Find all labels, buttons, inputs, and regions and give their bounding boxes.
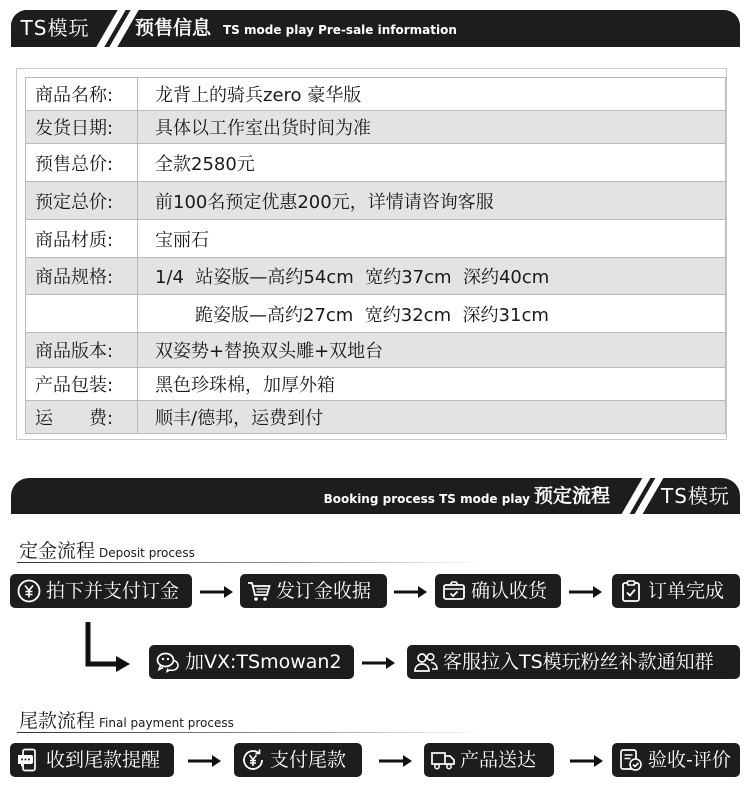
final-title-en: Final payment process [99, 716, 234, 730]
table-row [26, 78, 726, 111]
step-label: 确认收货 [471, 580, 548, 602]
step-label: 拍下并支付订金 [46, 580, 180, 602]
final-title-cn: 尾款流程 [19, 710, 96, 732]
table-row [26, 295, 726, 333]
row-key: 商品版本: [26, 333, 138, 368]
row-value: 前100名预定优惠200元，详情请咨询客服 [138, 182, 726, 220]
table-row [26, 220, 726, 258]
arrow-right-icon [569, 585, 603, 599]
deposit-title-cn: 定金流程 [19, 540, 96, 562]
row-key: 预售总价: [26, 144, 138, 182]
step-pay-final [234, 743, 362, 777]
step-join-fan-group [407, 645, 740, 679]
row-value: 龙背上的骑兵zero 豪华版 [138, 78, 726, 111]
wechat-icon [156, 650, 180, 674]
shopping-cart-icon [247, 579, 271, 603]
table-row [26, 368, 726, 401]
phone-message-icon [17, 748, 41, 772]
step-order-complete [612, 574, 740, 608]
elbow-arrow-icon [82, 622, 132, 674]
deposit-section-title [19, 536, 195, 563]
row-value: 宝丽石 [138, 220, 726, 258]
step-label: 加VX:TSmowan2 [185, 651, 342, 673]
arrow-right-icon [570, 754, 604, 768]
step-inspect-review [612, 743, 740, 777]
deposit-title-en: Deposit process [99, 546, 195, 560]
row-value: 顺丰/德邦，运费到付 [138, 401, 726, 434]
step-product-delivered [424, 743, 554, 777]
arrow-right-icon [362, 656, 396, 670]
delivery-truck-icon [431, 748, 455, 772]
delivery-box-icon [442, 579, 466, 603]
presale-banner [11, 10, 740, 47]
presale-banner-brand: TS模玩 [11, 10, 99, 47]
row-key [26, 295, 138, 333]
row-key: 商品材质: [26, 220, 138, 258]
step-label: 验收-评价 [648, 749, 731, 771]
booking-banner-subtitle: Booking process TS mode play [323, 492, 530, 506]
row-key: 产品包装: [26, 368, 138, 401]
table-row [26, 258, 726, 295]
clipboard-check-icon [619, 579, 643, 603]
step-label: 支付尾款 [270, 749, 347, 771]
step-label: 客服拉入TS模玩粉丝补款通知群 [443, 651, 714, 673]
final-section-title [19, 706, 234, 733]
row-key: 商品名称: [26, 78, 138, 111]
row-value: 具体以工作室出货时间为准 [138, 111, 726, 144]
arrow-right-icon [200, 585, 234, 599]
table-row [26, 401, 726, 434]
row-key: 运 费: [26, 401, 138, 434]
section-divider [17, 562, 487, 563]
step-label: 产品送达 [460, 749, 537, 771]
table-row [26, 333, 726, 368]
row-key: 预定总价: [26, 182, 138, 220]
yen-coin-icon [17, 579, 41, 603]
booking-banner-title: 预定流程 [534, 485, 611, 507]
row-key: 发货日期: [26, 111, 138, 144]
booking-banner-brand: TS模玩 [661, 484, 730, 508]
step-pay-deposit [10, 574, 192, 608]
table-row [26, 111, 726, 144]
table-row [26, 144, 726, 182]
table-row [26, 182, 726, 220]
row-value: 全款2580元 [138, 144, 726, 182]
step-final-reminder [10, 743, 174, 777]
step-label: 发订金收据 [276, 580, 372, 602]
step-add-wechat [149, 645, 354, 679]
section-divider [17, 732, 487, 733]
presale-banner-subtitle: TS mode play Pre-sale information [223, 23, 457, 37]
booking-banner [11, 478, 740, 514]
row-key: 商品规格: [26, 258, 138, 295]
presale-info-table [25, 77, 726, 434]
row-value: 双姿势+替换双头雕+双地台 [138, 333, 726, 368]
yen-coin-icon [241, 748, 265, 772]
step-confirm-receipt [435, 574, 561, 608]
arrow-right-icon [394, 585, 428, 599]
step-label: 收到尾款提醒 [46, 749, 161, 771]
presale-banner-title: 预售信息 [135, 17, 212, 39]
arrow-right-icon [188, 754, 222, 768]
row-value: 1/4 站姿版—高约54cm 宽约37cm 深约40cm [138, 258, 726, 295]
group-users-icon [414, 650, 438, 674]
review-check-icon [619, 748, 643, 772]
step-label: 订单完成 [648, 580, 725, 602]
step-deposit-receipt [240, 574, 387, 608]
row-value: 黑色珍珠棉，加厚外箱 [138, 368, 726, 401]
row-value: 跪姿版—高约27cm 宽约32cm 深约31cm [138, 295, 726, 333]
arrow-right-icon [379, 754, 413, 768]
